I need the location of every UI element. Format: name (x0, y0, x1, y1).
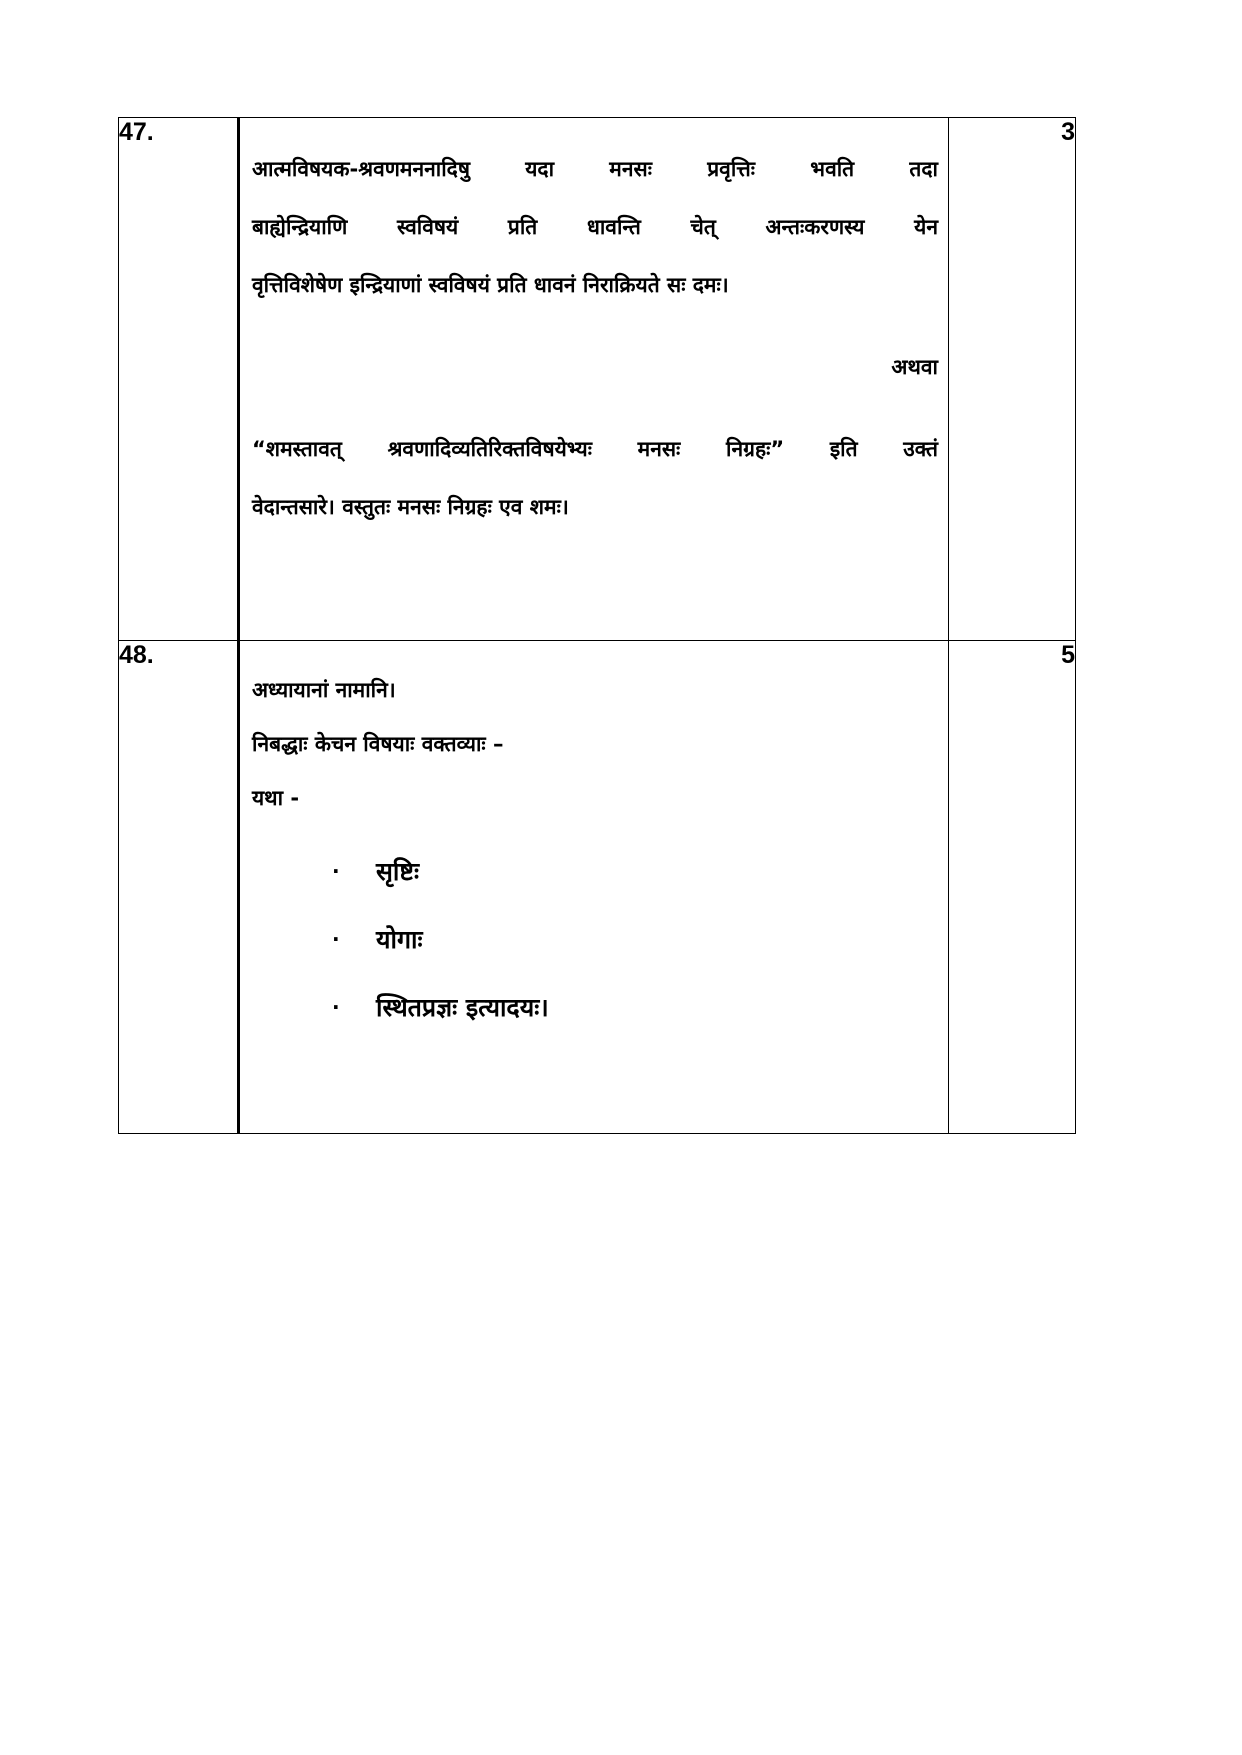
answer-line: अध्यायानां नामानि। (252, 678, 396, 702)
answer-line: वेदान्तसारे। वस्तुतः मनसः निग्रहः एव शमः। (252, 495, 569, 519)
answer-content (239, 118, 949, 641)
answer-line: निबद्धाः केचन विषयाः वक्तव्याः – (252, 732, 504, 756)
answer-line: बाह्येन्द्रियाणि स्वविषयं प्रति धावन्ति चेत् अन्तःकरणस्य येन (252, 215, 938, 239)
answer-line: “शमस्तावत् श्रवणादिव्यतिरिक्तविषयेभ्यः मनसः निग्रहः” इति उक्तं (252, 437, 938, 461)
bullet-icon: · (332, 927, 340, 951)
bullet-icon: · (332, 995, 340, 1019)
list-item-label: सृष्टिः (376, 857, 420, 886)
table-row-48 (119, 641, 1076, 1134)
list-item (332, 837, 938, 905)
bullet-icon: · (332, 859, 340, 883)
list-item-label: योगाः (376, 925, 423, 954)
answer-line: यथा - (252, 786, 300, 810)
answer-line: वृत्तिविशेषेण इन्द्रियाणां स्वविषयं प्रति धावनं निराक्रियते सः दमः। (252, 273, 729, 297)
answer-content (239, 641, 949, 1134)
alternative-label: अथवा (891, 355, 938, 379)
question-number: 47. (119, 118, 239, 641)
list-item (332, 973, 938, 1041)
answer-line: आत्मविषयक-श्रवणमननादिषु यदा मनसः प्रवृत्तिः भवति तदा (252, 157, 938, 181)
topic-list (252, 837, 938, 1041)
marks: 3 (949, 118, 1076, 641)
table-row-47 (119, 118, 1076, 641)
answer-table (118, 117, 1076, 1134)
list-item (332, 905, 938, 973)
marks: 5 (949, 641, 1076, 1134)
question-number: 48. (119, 641, 239, 1134)
list-item-label: स्थितप्रज्ञः इत्यादयः। (376, 993, 549, 1022)
